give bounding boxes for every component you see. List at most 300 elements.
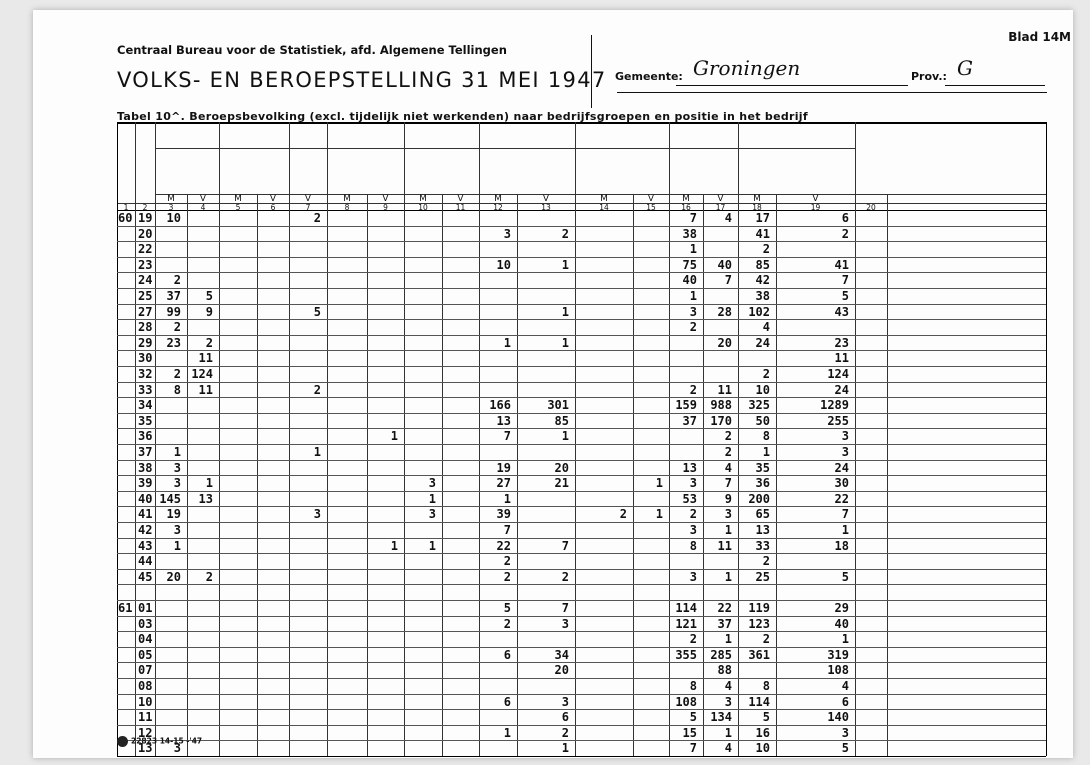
- cell-value: 13: [682, 460, 697, 475]
- row-bedrijfsgroep: 38: [138, 460, 153, 475]
- row-line: [117, 709, 1046, 710]
- cell-value: 9: [724, 491, 732, 506]
- cell-value: 134: [710, 710, 732, 725]
- cell-value: 41: [755, 226, 770, 241]
- cell-value: 2: [689, 632, 697, 647]
- row-bedrijfsgroep: 08: [138, 679, 153, 693]
- cell-value: 7: [841, 507, 849, 522]
- cell-value: 5: [762, 710, 770, 725]
- cell-value: 2: [762, 554, 770, 569]
- subheader-m: M: [234, 194, 242, 204]
- row-bedrijfsgroep: 40: [138, 491, 153, 506]
- form-sheet: [33, 10, 1073, 758]
- cell-value: 85: [755, 257, 770, 272]
- cell-value: 255: [827, 413, 849, 428]
- cell-value: 2: [724, 445, 732, 459]
- row-line: [117, 491, 1046, 492]
- cell-value: 114: [675, 601, 697, 615]
- row-bedrijfsgroep: 33: [138, 382, 153, 397]
- cell-value: 1: [689, 242, 697, 257]
- row-bedrijfsgroep: 39: [138, 476, 153, 491]
- cell-value: 123: [748, 616, 770, 631]
- row-bedrijfsgroep: 28: [138, 320, 153, 335]
- cell-value: 159: [675, 398, 697, 413]
- cell-value: 42: [755, 273, 770, 288]
- cell-value: 166: [489, 398, 511, 413]
- header-divider: [591, 35, 592, 108]
- cell-value: 108: [675, 694, 697, 709]
- cell-value: 8: [689, 679, 697, 693]
- cell-value: 6: [503, 647, 511, 662]
- row-bedrijfsklasse: 60: [118, 211, 133, 225]
- cell-value: 24: [834, 382, 849, 397]
- cell-value: 5: [841, 569, 849, 584]
- cell-value: 15: [682, 725, 697, 740]
- cell-value: 85: [554, 413, 569, 428]
- cell-value: 1289: [820, 398, 849, 413]
- row-line: [117, 288, 1046, 289]
- cell-value: 1: [724, 632, 732, 647]
- cell-value: 10: [755, 382, 770, 397]
- cell-value: 88: [717, 663, 732, 678]
- row-line: [117, 319, 1046, 320]
- subheader-v: V: [542, 194, 550, 204]
- column-number: 15: [646, 203, 656, 212]
- cell-value: 22: [496, 538, 511, 553]
- row-bedrijfsgroep: 07: [138, 663, 153, 678]
- cell-value: 2: [762, 632, 770, 647]
- cell-value: 65: [755, 507, 770, 522]
- column-number: 3: [168, 203, 174, 212]
- subheader-v: V: [269, 194, 277, 204]
- cell-value: 8: [762, 679, 770, 693]
- column-number: 10: [418, 203, 428, 212]
- cell-value: 5: [503, 601, 511, 615]
- row-bedrijfsgroep: 24: [138, 273, 153, 288]
- cell-value: 28: [717, 304, 732, 319]
- cell-value: 20: [554, 460, 569, 475]
- cell-value: 40: [717, 257, 732, 272]
- cell-value: 2: [689, 382, 697, 397]
- cell-value: 6: [841, 211, 849, 225]
- positie-header-line: [155, 148, 855, 149]
- subheader-m: M: [600, 194, 608, 204]
- row-line: [117, 366, 1046, 367]
- cell-value: 6: [503, 694, 511, 709]
- cell-value: 2: [689, 320, 697, 335]
- cell-value: 2: [173, 273, 181, 288]
- cell-value: 2: [561, 725, 569, 740]
- cell-value: 355: [675, 647, 697, 662]
- cell-value: 285: [710, 647, 732, 662]
- column-number: 8: [344, 203, 350, 212]
- cell-value: 1: [655, 507, 663, 522]
- row-line: [117, 350, 1046, 351]
- row-line: [117, 522, 1046, 523]
- cell-value: 13: [198, 491, 213, 506]
- cell-value: 325: [748, 398, 770, 413]
- cell-value: 6: [561, 710, 569, 725]
- cell-value: 3: [503, 226, 511, 241]
- subheader-v: V: [812, 194, 819, 204]
- row-bedrijfsgroep: 27: [138, 304, 153, 319]
- cell-value: 29: [834, 601, 849, 615]
- cell-value: 1: [561, 257, 569, 272]
- cell-value: 53: [682, 491, 697, 506]
- cell-value: 3: [841, 445, 849, 459]
- row-line: [117, 397, 1046, 398]
- cell-value: 40: [682, 273, 697, 288]
- cell-value: 1: [173, 445, 181, 459]
- row-line: [117, 257, 1046, 258]
- row-bedrijfsgroep: 35: [138, 413, 153, 428]
- cell-value: 24: [834, 460, 849, 475]
- subheader-m: M: [753, 194, 761, 204]
- cell-value: 1: [724, 523, 732, 537]
- cell-value: 23: [834, 335, 849, 350]
- cell-value: 1: [655, 476, 663, 491]
- cell-value: 34: [554, 647, 569, 662]
- cell-value: 1: [390, 538, 398, 553]
- row-bedrijfsgroep: 34: [138, 398, 153, 413]
- cell-value: 2: [689, 507, 697, 522]
- column-line: [219, 122, 220, 756]
- row-line: [117, 616, 1046, 617]
- row-bedrijfsgroep: 22: [138, 242, 153, 257]
- gemeente-label: Gemeente:: [615, 70, 683, 83]
- column-line: [135, 122, 136, 756]
- row-bedrijfsgroep: 29: [138, 335, 153, 350]
- row-line: [117, 600, 1046, 601]
- cell-value: 16: [755, 725, 770, 740]
- subheader-v: V: [304, 194, 312, 204]
- cell-value: 38: [682, 226, 697, 241]
- row-line: [117, 444, 1046, 445]
- cell-value: 301: [547, 398, 569, 413]
- cell-value: 1: [724, 725, 732, 740]
- row-line: [117, 460, 1046, 461]
- cell-value: 5: [841, 289, 849, 303]
- cell-value: 41: [834, 257, 849, 272]
- row-bedrijfsgroep: 03: [138, 616, 153, 631]
- cell-value: 4: [724, 741, 732, 756]
- cell-value: 319: [827, 647, 849, 662]
- row-line: [117, 413, 1046, 414]
- table-top-border: [117, 122, 1046, 124]
- row-bedrijfsgroep: 32: [138, 367, 153, 381]
- row-bedrijfsgroep: 43: [138, 538, 153, 553]
- cell-value: 3: [173, 523, 181, 537]
- column-number: 5: [235, 203, 241, 212]
- row-bedrijfsgroep: 23: [138, 257, 153, 272]
- column-line: [855, 122, 856, 756]
- column-line: [575, 122, 576, 756]
- cell-value: 3: [689, 523, 697, 537]
- row-bedrijfsgroep: 04: [138, 632, 153, 647]
- row-line: [117, 382, 1046, 383]
- cell-value: 1: [561, 429, 569, 444]
- cell-value: 108: [827, 663, 849, 678]
- row-bedrijfsgroep: 25: [138, 289, 153, 303]
- header-rule: [617, 92, 1047, 93]
- cell-value: 7: [561, 601, 569, 615]
- cell-value: 3: [841, 429, 849, 444]
- cell-value: 40: [834, 616, 849, 631]
- column-number: 13: [541, 203, 551, 212]
- cell-value: 10: [166, 211, 181, 225]
- row-bedrijfsgroep: 37: [138, 445, 153, 459]
- cell-value: 11: [717, 382, 732, 397]
- cell-value: 11: [198, 351, 213, 366]
- cell-value: 1: [313, 445, 321, 459]
- cell-value: 2: [313, 382, 321, 397]
- row-bedrijfsgroep: 12: [138, 725, 153, 740]
- cell-value: 145: [159, 491, 181, 506]
- cell-value: 3: [428, 476, 436, 491]
- printer-mark-icon: [117, 736, 128, 747]
- row-bedrijfsgroep: 11: [138, 710, 153, 725]
- row-bedrijfsgroep: 19: [138, 211, 153, 225]
- cell-value: 3: [313, 507, 321, 522]
- cell-value: 2: [173, 367, 181, 381]
- cell-value: 5: [689, 710, 697, 725]
- cell-value: 13: [755, 523, 770, 537]
- cell-value: 22: [834, 491, 849, 506]
- cell-value: 7: [689, 741, 697, 756]
- row-line: [117, 694, 1046, 695]
- row-line: [117, 553, 1046, 554]
- cell-value: 4: [724, 679, 732, 693]
- cell-value: 2: [561, 569, 569, 584]
- cell-value: 35: [755, 460, 770, 475]
- row-bedrijfsgroep: 42: [138, 523, 153, 537]
- cell-value: 99: [166, 304, 181, 319]
- cell-value: 39: [496, 507, 511, 522]
- row-line: [117, 569, 1046, 570]
- column-number: 14: [599, 203, 609, 212]
- cell-value: 7: [724, 476, 732, 491]
- cell-value: 20: [166, 569, 181, 584]
- row-line: [117, 506, 1046, 507]
- column-number: 17: [715, 203, 726, 212]
- cell-value: 2: [561, 226, 569, 241]
- cell-value: 2: [313, 211, 321, 225]
- cell-value: 1: [390, 429, 398, 444]
- column-number: 6: [270, 203, 276, 212]
- cell-value: 10: [496, 257, 511, 272]
- row-bedrijfsgroep: 41: [138, 507, 153, 522]
- cell-value: 7: [503, 523, 511, 537]
- cell-value: 3: [689, 304, 697, 319]
- cell-value: 3: [724, 507, 732, 522]
- subheader-m: M: [167, 194, 175, 204]
- province-underline: [945, 85, 1045, 86]
- cell-value: 20: [717, 335, 732, 350]
- cell-value: 1: [724, 569, 732, 584]
- table-caption: Tabel 10^. Beroepsbevolking (excl. tijdelijk niet werkenden) naar bedrijfsgroepen en positie in het bedrijf: [117, 110, 808, 123]
- cell-value: 114: [748, 694, 770, 709]
- column-number: 7: [305, 203, 311, 212]
- row-line: [117, 740, 1046, 741]
- column-number: 9: [383, 203, 388, 212]
- cell-value: 2: [619, 507, 627, 522]
- column-number: 20: [866, 203, 876, 212]
- cell-value: 121: [675, 616, 697, 631]
- row-line: [117, 584, 1046, 585]
- row-line: [117, 631, 1046, 632]
- cell-value: 4: [841, 679, 849, 693]
- cell-value: 4: [724, 211, 732, 225]
- cell-value: 30: [834, 476, 849, 491]
- cell-value: 37: [717, 616, 732, 631]
- row-line: [117, 241, 1046, 242]
- print-code-text: 22823 14-15 -'47: [131, 736, 203, 746]
- cell-value: 43: [834, 304, 849, 319]
- cell-value: 140: [827, 710, 849, 725]
- cell-value: 3: [724, 694, 732, 709]
- column-number: 4: [200, 203, 206, 212]
- subheader-m: M: [494, 194, 502, 204]
- column-line: [404, 122, 405, 756]
- cell-value: 37: [166, 289, 181, 303]
- cell-value: 13: [496, 413, 511, 428]
- cell-value: 102: [748, 304, 770, 319]
- cell-value: 3: [561, 694, 569, 709]
- row-line: [117, 272, 1046, 273]
- table-bottom-border: [117, 756, 1046, 757]
- cell-value: 8: [689, 538, 697, 553]
- cell-value: 3: [561, 616, 569, 631]
- cell-value: 2: [724, 429, 732, 444]
- column-number: 12: [493, 203, 503, 212]
- cell-value: 1: [428, 491, 436, 506]
- cell-value: 36: [755, 476, 770, 491]
- cell-value: 38: [755, 289, 770, 303]
- cell-value: 27: [496, 476, 511, 491]
- cell-value: 24: [755, 335, 770, 350]
- form-title: VOLKS- EN BEROEPSTELLING 31 MEI 1947: [117, 68, 607, 92]
- cell-value: 988: [710, 398, 732, 413]
- row-bedrijfsgroep: 30: [138, 351, 153, 366]
- cell-value: 170: [710, 413, 732, 428]
- subheader-m: M: [682, 194, 690, 204]
- column-number: 18: [752, 203, 762, 212]
- cell-value: 7: [561, 538, 569, 553]
- cell-value: 1: [841, 523, 849, 537]
- cell-value: 1: [561, 335, 569, 350]
- cell-value: 3: [173, 476, 181, 491]
- cell-value: 1: [503, 335, 511, 350]
- cell-value: 1: [173, 538, 181, 553]
- cell-value: 3: [841, 725, 849, 740]
- cell-value: 3: [428, 507, 436, 522]
- cell-value: 2: [841, 226, 849, 241]
- gemeente-underline: [676, 85, 908, 86]
- row-line: [117, 335, 1046, 336]
- cell-value: 119: [748, 601, 770, 615]
- row-line: [117, 475, 1046, 476]
- print-code: [117, 736, 202, 747]
- cell-value: 50: [755, 413, 770, 428]
- row-bedrijfsgroep: 20: [138, 226, 153, 241]
- cell-value: 200: [748, 491, 770, 506]
- row-bedrijfsgroep: 44: [138, 554, 153, 569]
- cell-value: 3: [689, 569, 697, 584]
- cell-value: 1: [561, 304, 569, 319]
- row-bedrijfsgroep: 45: [138, 569, 153, 584]
- row-line: [117, 226, 1046, 227]
- column-line: [327, 122, 328, 756]
- row-bedrijfsklasse: 61: [118, 601, 133, 615]
- sheet-number: Blad 14M: [1008, 30, 1071, 44]
- cell-value: 1: [503, 725, 511, 740]
- column-line: [1046, 122, 1047, 756]
- cell-value: 18: [834, 538, 849, 553]
- cell-value: 2: [762, 367, 770, 381]
- cell-value: 2: [205, 569, 213, 584]
- column-number: 2: [142, 203, 148, 212]
- cell-value: 5: [205, 289, 213, 303]
- cell-value: 1: [503, 491, 511, 506]
- cell-value: 25: [755, 569, 770, 584]
- cell-value: 3: [173, 741, 181, 756]
- cell-value: 9: [205, 304, 213, 319]
- column-number: 1: [123, 203, 129, 212]
- cell-value: 2: [762, 242, 770, 257]
- cell-value: 75: [682, 257, 697, 272]
- cell-value: 124: [827, 367, 849, 381]
- subheader-v: V: [457, 194, 464, 204]
- row-bedrijfsgroep: 05: [138, 647, 153, 662]
- cell-value: 2: [205, 335, 213, 350]
- cell-value: 10: [755, 741, 770, 756]
- subheader-m: M: [419, 194, 427, 204]
- cell-value: 21: [554, 476, 569, 491]
- cell-value: 23: [166, 335, 181, 350]
- cell-value: 3: [173, 460, 181, 475]
- cell-value: 33: [755, 538, 770, 553]
- cell-value: 4: [762, 320, 770, 335]
- cell-value: 37: [682, 413, 697, 428]
- column-number: 16: [681, 203, 691, 212]
- cell-value: 2: [503, 569, 511, 584]
- column-number: 19: [810, 203, 821, 212]
- row-bedrijfsgroep: 13: [138, 741, 153, 756]
- cell-value: 2: [503, 554, 511, 569]
- cell-value: 1: [689, 289, 697, 303]
- cell-value: 1: [561, 741, 569, 756]
- cell-value: 19: [166, 507, 181, 522]
- cell-value: 1: [762, 445, 770, 459]
- cell-value: 7: [503, 429, 511, 444]
- cell-value: 4: [724, 460, 732, 475]
- province-label: Prov.:: [911, 70, 947, 83]
- subheader-v: V: [382, 194, 389, 204]
- cell-value: 124: [191, 367, 213, 381]
- cell-value: 2: [173, 320, 181, 335]
- row-line: [117, 647, 1046, 648]
- row-line: [117, 662, 1046, 663]
- province-value: G: [957, 56, 973, 80]
- cell-value: 5: [841, 741, 849, 756]
- cell-value: 11: [198, 382, 213, 397]
- cell-value: 11: [834, 351, 849, 366]
- cell-value: 2: [503, 616, 511, 631]
- subheader-v: V: [199, 194, 207, 204]
- cell-value: 7: [724, 273, 732, 288]
- subheader-v: V: [647, 194, 655, 204]
- subheader-m: M: [343, 194, 351, 204]
